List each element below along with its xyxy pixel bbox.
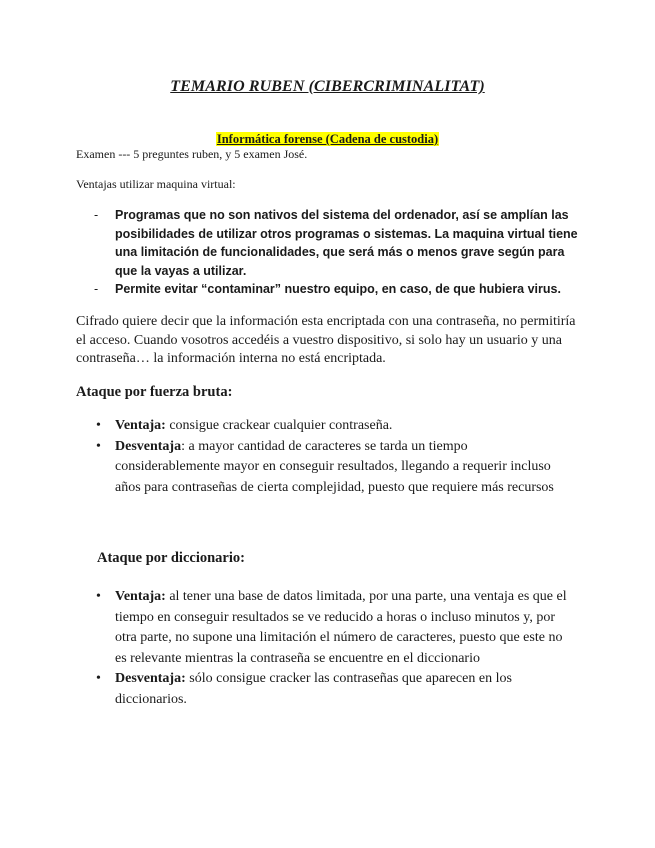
diccionario-heading: Ataque por diccionario:: [97, 550, 245, 566]
list-item-text: Programas que no son nativos del sistema del ordenador, así se amplían las posibilidades de utilizar otros programas o sistemas. La maquina virtual tiene una limitación de funcionalidades, que será más o menos grave según para que la vayas a utilizar.: [115, 208, 578, 278]
list-item: [76, 206, 581, 280]
bullet-marker: •: [96, 418, 101, 433]
exam-note: Examen --- 5 preguntes ruben, y 5 examen José.: [76, 147, 308, 161]
ventajas-heading: Ventajas utilizar maquina virtual:: [76, 177, 236, 191]
item-label: Ventaja:: [115, 589, 166, 604]
dash-marker: -: [94, 282, 99, 296]
cifrado-paragraph: Cifrado quiere decir que la información esta encriptada con una contraseña, no permitiría el acceso. Cuando vosotros accedéis a vuestro dispositivo, si solo hay un usuario y una contraseña… la información interna no está encriptada.: [76, 314, 576, 366]
item-label: Ventaja:: [115, 418, 166, 433]
item-text: : a mayor cantidad de caracteres se tarda un tiempo considerablemente mayor en conseguir resultados, llegando a requerir incluso años para contraseñas de cierta complejidad, puesto que requiere más recursos: [115, 438, 554, 495]
item-text: sólo consigue cracker las contraseñas que aparecen en los diccionarios.: [115, 671, 512, 707]
ventajas-list: [76, 206, 581, 299]
dash-marker: -: [94, 208, 99, 222]
item-text: al tener una base de datos limitada, por una parte, una ventaja es que el tiempo en conseguir resultados se ve reducido a horas o incluso minutos y, por otra parte, no supone una limitación el número de caracteres, puesto que este no es relevante mientras la contraseña se encuentre en el diccionario: [115, 589, 567, 666]
item-label: Desventaja:: [115, 671, 186, 686]
document-title: TEMARIO RUBEN (CIBERCRIMINALITAT): [170, 78, 485, 95]
list-item: [76, 416, 576, 437]
item-text: consigue crackear cualquier contraseña.: [165, 418, 393, 433]
list-item: [76, 669, 576, 710]
diccionario-list: [76, 587, 576, 710]
item-label: Desventaja: [115, 438, 182, 454]
fuerza-bruta-list: [76, 416, 576, 498]
list-item: [76, 280, 581, 299]
bullet-marker: •: [96, 589, 101, 604]
section-subtitle: Informática forense (Cadena de custodia): [216, 132, 439, 146]
list-item-text: Permite evitar “contaminar” nuestro equipo, en caso, de que hubiera virus.: [115, 282, 561, 296]
bullet-marker: •: [96, 438, 101, 454]
list-item: [76, 587, 576, 669]
fuerza-bruta-heading: Ataque por fuerza bruta:: [76, 384, 233, 400]
bullet-marker: •: [96, 671, 101, 686]
list-item: [76, 437, 576, 499]
